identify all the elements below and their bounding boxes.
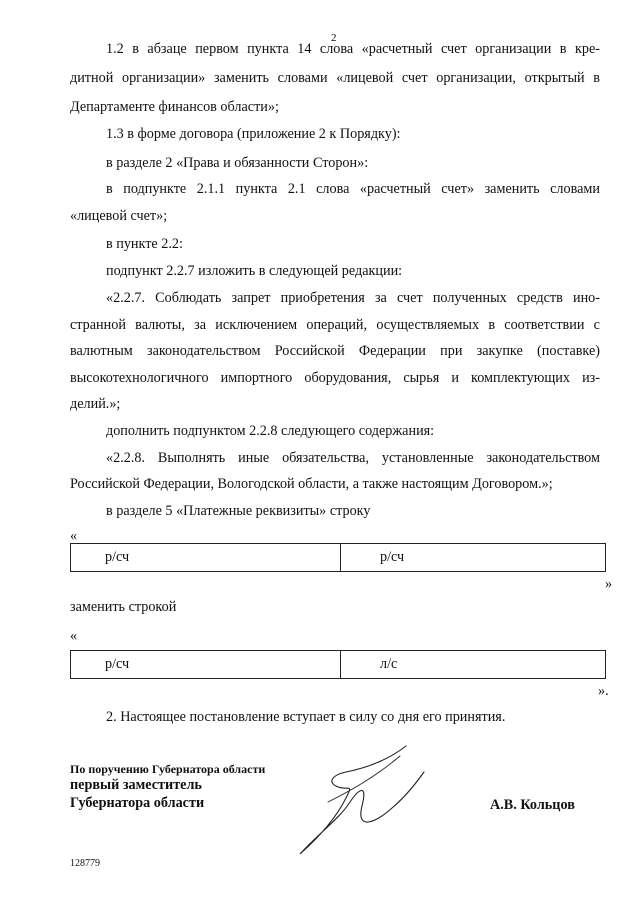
signatory-name: А.В. Кольцов (490, 797, 575, 813)
paragraph-replace-with: заменить строкой (70, 599, 177, 615)
table-old-left-cell: р/сч (105, 549, 130, 565)
table-old-divider (340, 544, 341, 571)
paragraph-2-2-7-line-5: делий.»; (70, 396, 121, 412)
paragraph-2-2-7-intro: подпункт 2.2.7 изложить в следующей редакции: (106, 263, 403, 279)
paragraph-clause-2: 2. Настоящее постановление вступает в силу со дня его принятия. (106, 709, 506, 725)
paragraph-2-2-7-line-2: странной валюты, за исключением операций, осуществляемых в соответствии с (70, 317, 600, 333)
paragraph-section-2: в разделе 2 «Права и обязанности Сторон»: (106, 155, 369, 171)
table-new-right-cell: л/с (380, 656, 398, 672)
requisites-table-old (70, 543, 606, 572)
signature-line-2: первый заместитель (70, 777, 202, 793)
paragraph-2-1-1-line-2: «лицевой счет»; (70, 208, 168, 224)
paragraph-2-1-1-line-1: в подпункте 2.1.1 пункта 2.1 слова «расчетный счет» заменить словами (106, 181, 600, 197)
table-new-divider (340, 651, 341, 678)
requisites-table-new (70, 650, 606, 679)
paragraph-section-5: в разделе 5 «Платежные реквизиты» строку (106, 503, 371, 519)
signature-line-1: По поручению Губернатора области (70, 762, 266, 776)
paragraph-2-2-8-intro: дополнить подпунктом 2.2.8 следующего содержания: (106, 423, 435, 439)
paragraph-2-2-7-line-3: валютным законодательством Российской Федерации при закупке (поставке) (70, 343, 600, 359)
handwritten-signature (288, 742, 428, 862)
paragraph-1-2-line-2: дитной организации» заменить словами «лицевой счет организации, открытый в (70, 70, 600, 86)
paragraph-2-2-7-line-4: высокотехнологичного импортного оборудования, сырья и комплектующих из- (70, 370, 600, 386)
table-old-right-cell: р/сч (380, 549, 405, 565)
document-id: 128779 (70, 858, 100, 869)
signature-line-3: Губернатора области (70, 795, 205, 811)
table-new-left-cell: р/сч (105, 656, 130, 672)
page-number: 2 (331, 32, 337, 44)
paragraph-2-2-8-line-2: Российской Федерации, Вологодской области, а также настоящим Договором.»; (70, 476, 553, 492)
paragraph-2-2: в пункте 2.2: (106, 236, 183, 252)
paragraph-1-2-line-3: Департаменте финансов области»; (70, 99, 279, 115)
quote-open-1: « (70, 528, 78, 544)
paragraph-1-2-line-1: 1.2 в абзаце первом пункта 14 слова «расчетный счет организации в кре- (106, 41, 600, 57)
paragraph-1-3: 1.3 в форме договора (приложение 2 к Порядку): (106, 126, 401, 142)
quote-open-2: « (70, 628, 78, 644)
quote-close-2: ». (598, 683, 609, 699)
quote-close-1: » (605, 576, 613, 592)
paragraph-2-2-7-line-1: «2.2.7. Соблюдать запрет приобретения за счет полученных средств ино- (106, 290, 600, 306)
paragraph-2-2-8-line-1: «2.2.8. Выполнять иные обязательства, установленные законодательством (106, 450, 600, 466)
